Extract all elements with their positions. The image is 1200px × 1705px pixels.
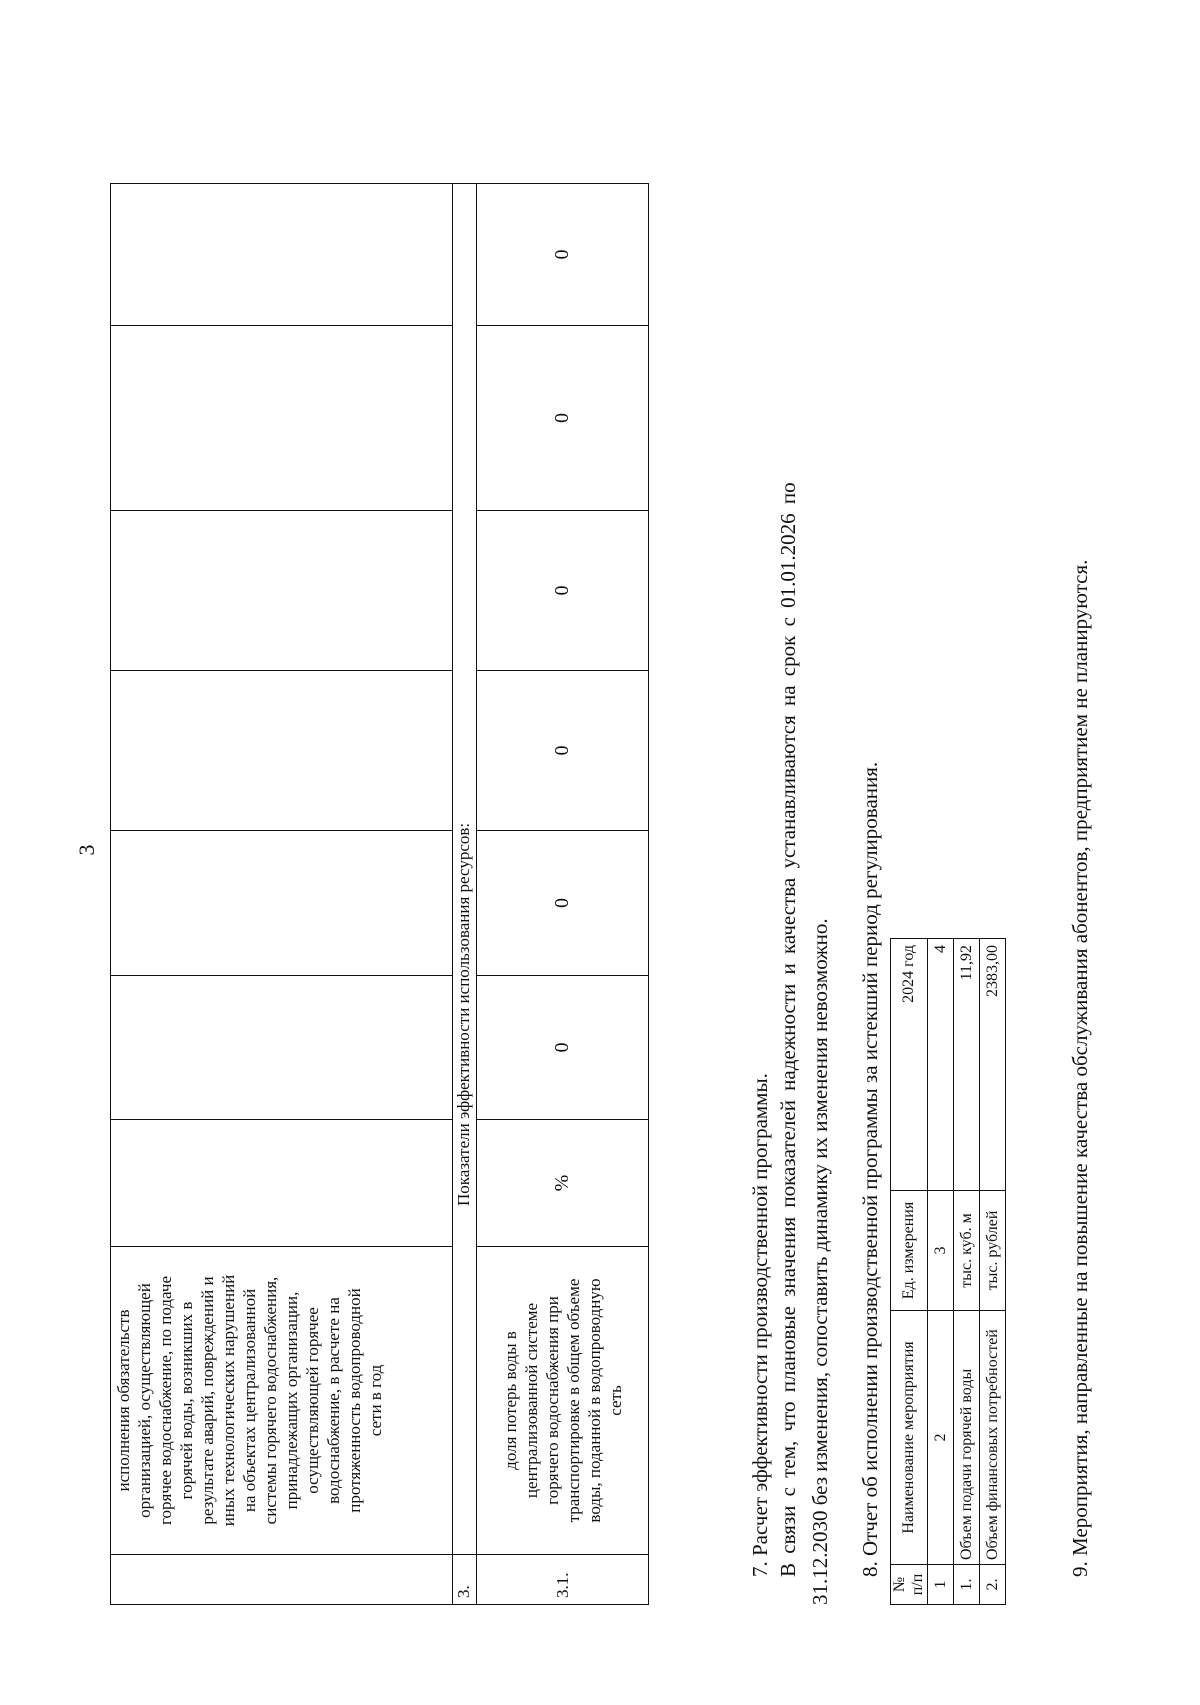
row-value: 0 <box>477 831 649 976</box>
row-value: 0 <box>477 184 649 326</box>
section-number: 3. <box>453 1555 477 1605</box>
section-7-text-line-2: 31.12.2030 без изменения, сопоставить динамику их изменения невозможно. <box>808 918 832 1605</box>
table-row-section <box>453 184 477 1605</box>
section-8-heading: 8. Отчет об исполнении производственной программы за истекший период регулирования. <box>858 761 882 1577</box>
column-header: Наименование мероприятия <box>891 1311 928 1565</box>
section-7-heading: 7. Расчет эффективности производственной программы. <box>748 1073 772 1577</box>
column-header: 2024 год <box>891 939 928 1191</box>
table-header-row <box>891 939 928 1605</box>
row-unit <box>111 1120 453 1247</box>
row-number: 1. <box>954 1565 980 1605</box>
row-name: Объем финансовых потребностей <box>980 1311 1006 1565</box>
table-row-3-1 <box>477 184 649 1605</box>
row-name: Объем подачи горячей воды <box>954 1311 980 1565</box>
row-value <box>111 511 453 671</box>
column-header: Ед. измерения <box>891 1191 928 1311</box>
row-value <box>111 326 453 511</box>
section-9-heading: 9. Мероприятия, направленные на повышение качества обслуживания абонентов, предприятием не планируются. <box>1068 559 1092 1577</box>
column-number: 4 <box>928 939 954 1191</box>
row-unit: тыс. куб. м <box>954 1191 980 1311</box>
row-unit: тыс. рублей <box>980 1191 1006 1311</box>
row-number: 3.1. <box>477 1555 649 1605</box>
table-row <box>980 939 1006 1605</box>
table-row-continued <box>111 184 453 1605</box>
row-value: 0 <box>477 976 649 1120</box>
row-value: 0 <box>477 511 649 671</box>
row-value: 2383,00 <box>980 939 1006 1191</box>
column-number: 3 <box>928 1191 954 1311</box>
row-value <box>111 184 453 326</box>
section-title: Показатели эффективности использования ресурсов: <box>453 184 477 1555</box>
row-value <box>111 831 453 976</box>
row-description: доля потерь воды в централизованной системе горячего водоснабжения при транспортировке в общем объеме воды, поданной в водопроводную сеть <box>477 1247 649 1555</box>
indicators-table <box>110 183 649 1605</box>
row-value: 11,92 <box>954 939 980 1191</box>
column-header: № п/п <box>891 1565 928 1605</box>
section-7-text-line-1: В связи с тем, что плановые значения показателей надежности и качества устанавливаются на срок с 01.01.2026 по <box>776 482 800 1577</box>
row-number: 2. <box>980 1565 1006 1605</box>
table-column-numbers-row <box>928 939 954 1605</box>
program-report-table <box>890 938 1006 1605</box>
column-number: 1 <box>928 1565 954 1605</box>
row-value <box>111 671 453 831</box>
page-number: 3 <box>74 844 99 856</box>
row-value <box>111 976 453 1120</box>
column-number: 2 <box>928 1311 954 1565</box>
row-value: 0 <box>477 671 649 831</box>
row-number <box>111 1555 453 1605</box>
row-description: исполнения обязательств организацией, осуществляющей горячее водоснабжение, по подаче горячей воды, возникших в результате аварий, повреждений и иных технологических нарушений на объектах централизованной системы горячего водоснабжения, принадлежащих организации, осуществляющей горячее водоснабжение, в расчете на протяженность водопроводной сети в год <box>111 1247 453 1555</box>
row-unit: % <box>477 1120 649 1247</box>
table-row <box>954 939 980 1605</box>
row-value: 0 <box>477 326 649 511</box>
